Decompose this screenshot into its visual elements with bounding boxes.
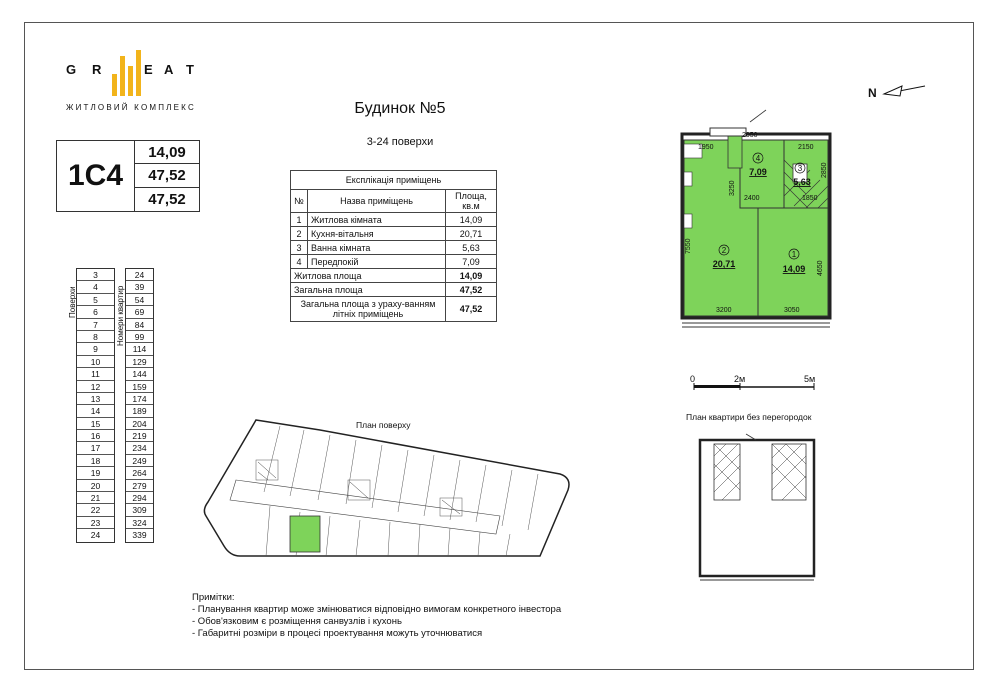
apartment-number-cell: 144 — [126, 368, 153, 380]
apartment-number-cell: 279 — [126, 480, 153, 492]
apartment-number-cell: 204 — [126, 418, 153, 430]
header-name: Назва приміщень — [308, 190, 446, 213]
apartment-number-column — [125, 268, 154, 543]
living-area-value: 14,09 — [135, 141, 199, 164]
note-item: - Обов'язковим є розміщення санвузлів і кухонь — [192, 616, 402, 627]
apartment-number-cell: 219 — [126, 430, 153, 442]
apartment-number-cell: 309 — [126, 504, 153, 516]
floor-cell: 3 — [77, 269, 114, 281]
building-title: Будинок №5 — [354, 100, 446, 117]
floor-plan-label: План поверху — [356, 420, 411, 430]
room-1-area: 14,09 — [782, 264, 806, 274]
note-item: - Планування квартир може змінюватися відповідно вимогам конкретного інвестора — [192, 604, 562, 615]
note-item: - Габаритні розміри в процесі проектування можуть уточнюватися — [192, 628, 483, 639]
apartment-number-cell: 294 — [126, 492, 153, 504]
dim-1950: 1950 — [698, 144, 714, 151]
apartment-number-cell: 339 — [132, 530, 147, 541]
north-label: N — [868, 86, 877, 100]
apartment-number-cell: 24 — [126, 269, 153, 281]
apartment-number-cell: 39 — [126, 281, 153, 293]
scale-5m: 5м — [804, 374, 816, 384]
north-arrow-icon — [880, 80, 930, 100]
room-4-area: 7,09 — [749, 167, 767, 177]
table-row: 4 Передпокій 7,09 — [291, 255, 497, 269]
table-row: 3 Ванна кімната 5,63 — [291, 241, 497, 255]
apartment-number-cell: 324 — [126, 517, 153, 529]
table-row: Житлова площа 14,09 — [291, 269, 497, 283]
brand-logo: G R E A T ЖИТЛОВИЙ КОМПЛЕКС — [66, 48, 201, 118]
dim-3250: 3250 — [729, 180, 736, 196]
apartment-number-cell: 84 — [126, 319, 153, 331]
floor-cell: 17 — [77, 442, 114, 454]
floor-cell: 13 — [77, 393, 114, 405]
notes-title: Примітки: — [192, 592, 235, 603]
floor-cell: 16 — [77, 430, 114, 442]
apartment-number-cell: 99 — [126, 331, 153, 343]
dim-right: 4650 — [817, 260, 824, 276]
apartment-number-cell: 129 — [126, 356, 153, 368]
floor-cell: 9 — [77, 343, 114, 355]
total-area-summer-value: 47,52 — [148, 190, 186, 208]
table-row: 2 Кухня-вітальня 20,71 — [291, 227, 497, 241]
dim-2850: 2850 — [821, 162, 828, 178]
dim-bottom-b: 3050 — [784, 307, 800, 314]
open-plan — [696, 434, 822, 584]
scale-zero: 0 — [690, 374, 696, 384]
floor-cell: 22 — [77, 504, 114, 516]
apartment-number-cell: 249 — [126, 455, 153, 467]
floor-cell: 6 — [77, 306, 114, 318]
apartment-code-box — [56, 140, 200, 212]
notes — [192, 592, 561, 640]
highlighted-apartment — [290, 516, 320, 552]
apartment-number-cell: 159 — [126, 381, 153, 393]
scale-2m: 2м — [734, 374, 746, 384]
apartment-plan — [670, 120, 840, 330]
floor-cell: 10 — [77, 356, 114, 368]
table-row: 1 Житлова кімната 14,09 — [291, 213, 497, 227]
floor-plan — [200, 416, 572, 576]
floor-cell: 23 — [77, 517, 114, 529]
room-3-number: 3 — [797, 164, 803, 173]
table-row: Загальна площа з ураху-ванням літніх приміщень 47,52 — [291, 297, 497, 322]
floor-cell: 19 — [77, 467, 114, 479]
dim-bottom-a: 3200 — [716, 307, 732, 314]
room-2-area: 20,71 — [712, 259, 736, 269]
room-2-number: 2 — [721, 246, 727, 255]
dim-top-b: 2150 — [798, 144, 814, 151]
floor-cell: 4 — [77, 281, 114, 293]
open-plan-label: План квартири без перегородок — [686, 412, 812, 422]
floor-cell: 24 — [90, 530, 101, 541]
dim-top-a: 2050 — [742, 132, 758, 139]
apartment-numbers-label: Номери квартир — [116, 285, 125, 346]
floor-cell: 11 — [77, 368, 114, 380]
explication-table — [290, 170, 497, 322]
table-row: Загальна площа 47,52 — [291, 283, 497, 297]
total-area-value: 47,52 — [135, 164, 199, 187]
header-area: Площа, кв.м — [446, 190, 497, 213]
floor-cell: 20 — [77, 480, 114, 492]
apartment-number-cell: 234 — [126, 442, 153, 454]
scale-bar — [690, 374, 820, 394]
floor-cell: 12 — [77, 381, 114, 393]
explication-caption: Експлікація приміщень — [291, 171, 497, 190]
dim-2400: 2400 — [744, 195, 760, 202]
room-3-area: 5,63 — [793, 177, 811, 187]
apartment-number-cell: 174 — [126, 393, 153, 405]
brand-subtitle: ЖИТЛОВИЙ КОМПЛЕКС — [66, 103, 196, 112]
floor-column — [76, 268, 115, 543]
floor-cell: 15 — [77, 418, 114, 430]
room-4-number: 4 — [755, 154, 761, 163]
apartment-number-cell: 54 — [126, 294, 153, 306]
floor-cell: 8 — [77, 331, 114, 343]
apartment-number-cell: 69 — [126, 306, 153, 318]
header-no: № — [291, 190, 308, 213]
apartment-number-cell: 264 — [126, 467, 153, 479]
dim-1850: 1850 — [802, 195, 818, 202]
dim-left: 7550 — [685, 238, 692, 254]
room-1-number: 1 — [791, 250, 797, 259]
floor-cell: 5 — [77, 294, 114, 306]
floor-cell: 18 — [77, 455, 114, 467]
apartment-number-cell: 189 — [126, 405, 153, 417]
floor-cell: 21 — [77, 492, 114, 504]
floors-label: Поверхи — [68, 286, 77, 318]
apartment-code: 1C4 — [57, 141, 135, 211]
apartment-number-cell: 114 — [126, 343, 153, 355]
floors-range: 3-24 поверхи — [366, 136, 434, 148]
floor-cell: 7 — [77, 319, 114, 331]
floor-cell: 14 — [77, 405, 114, 417]
